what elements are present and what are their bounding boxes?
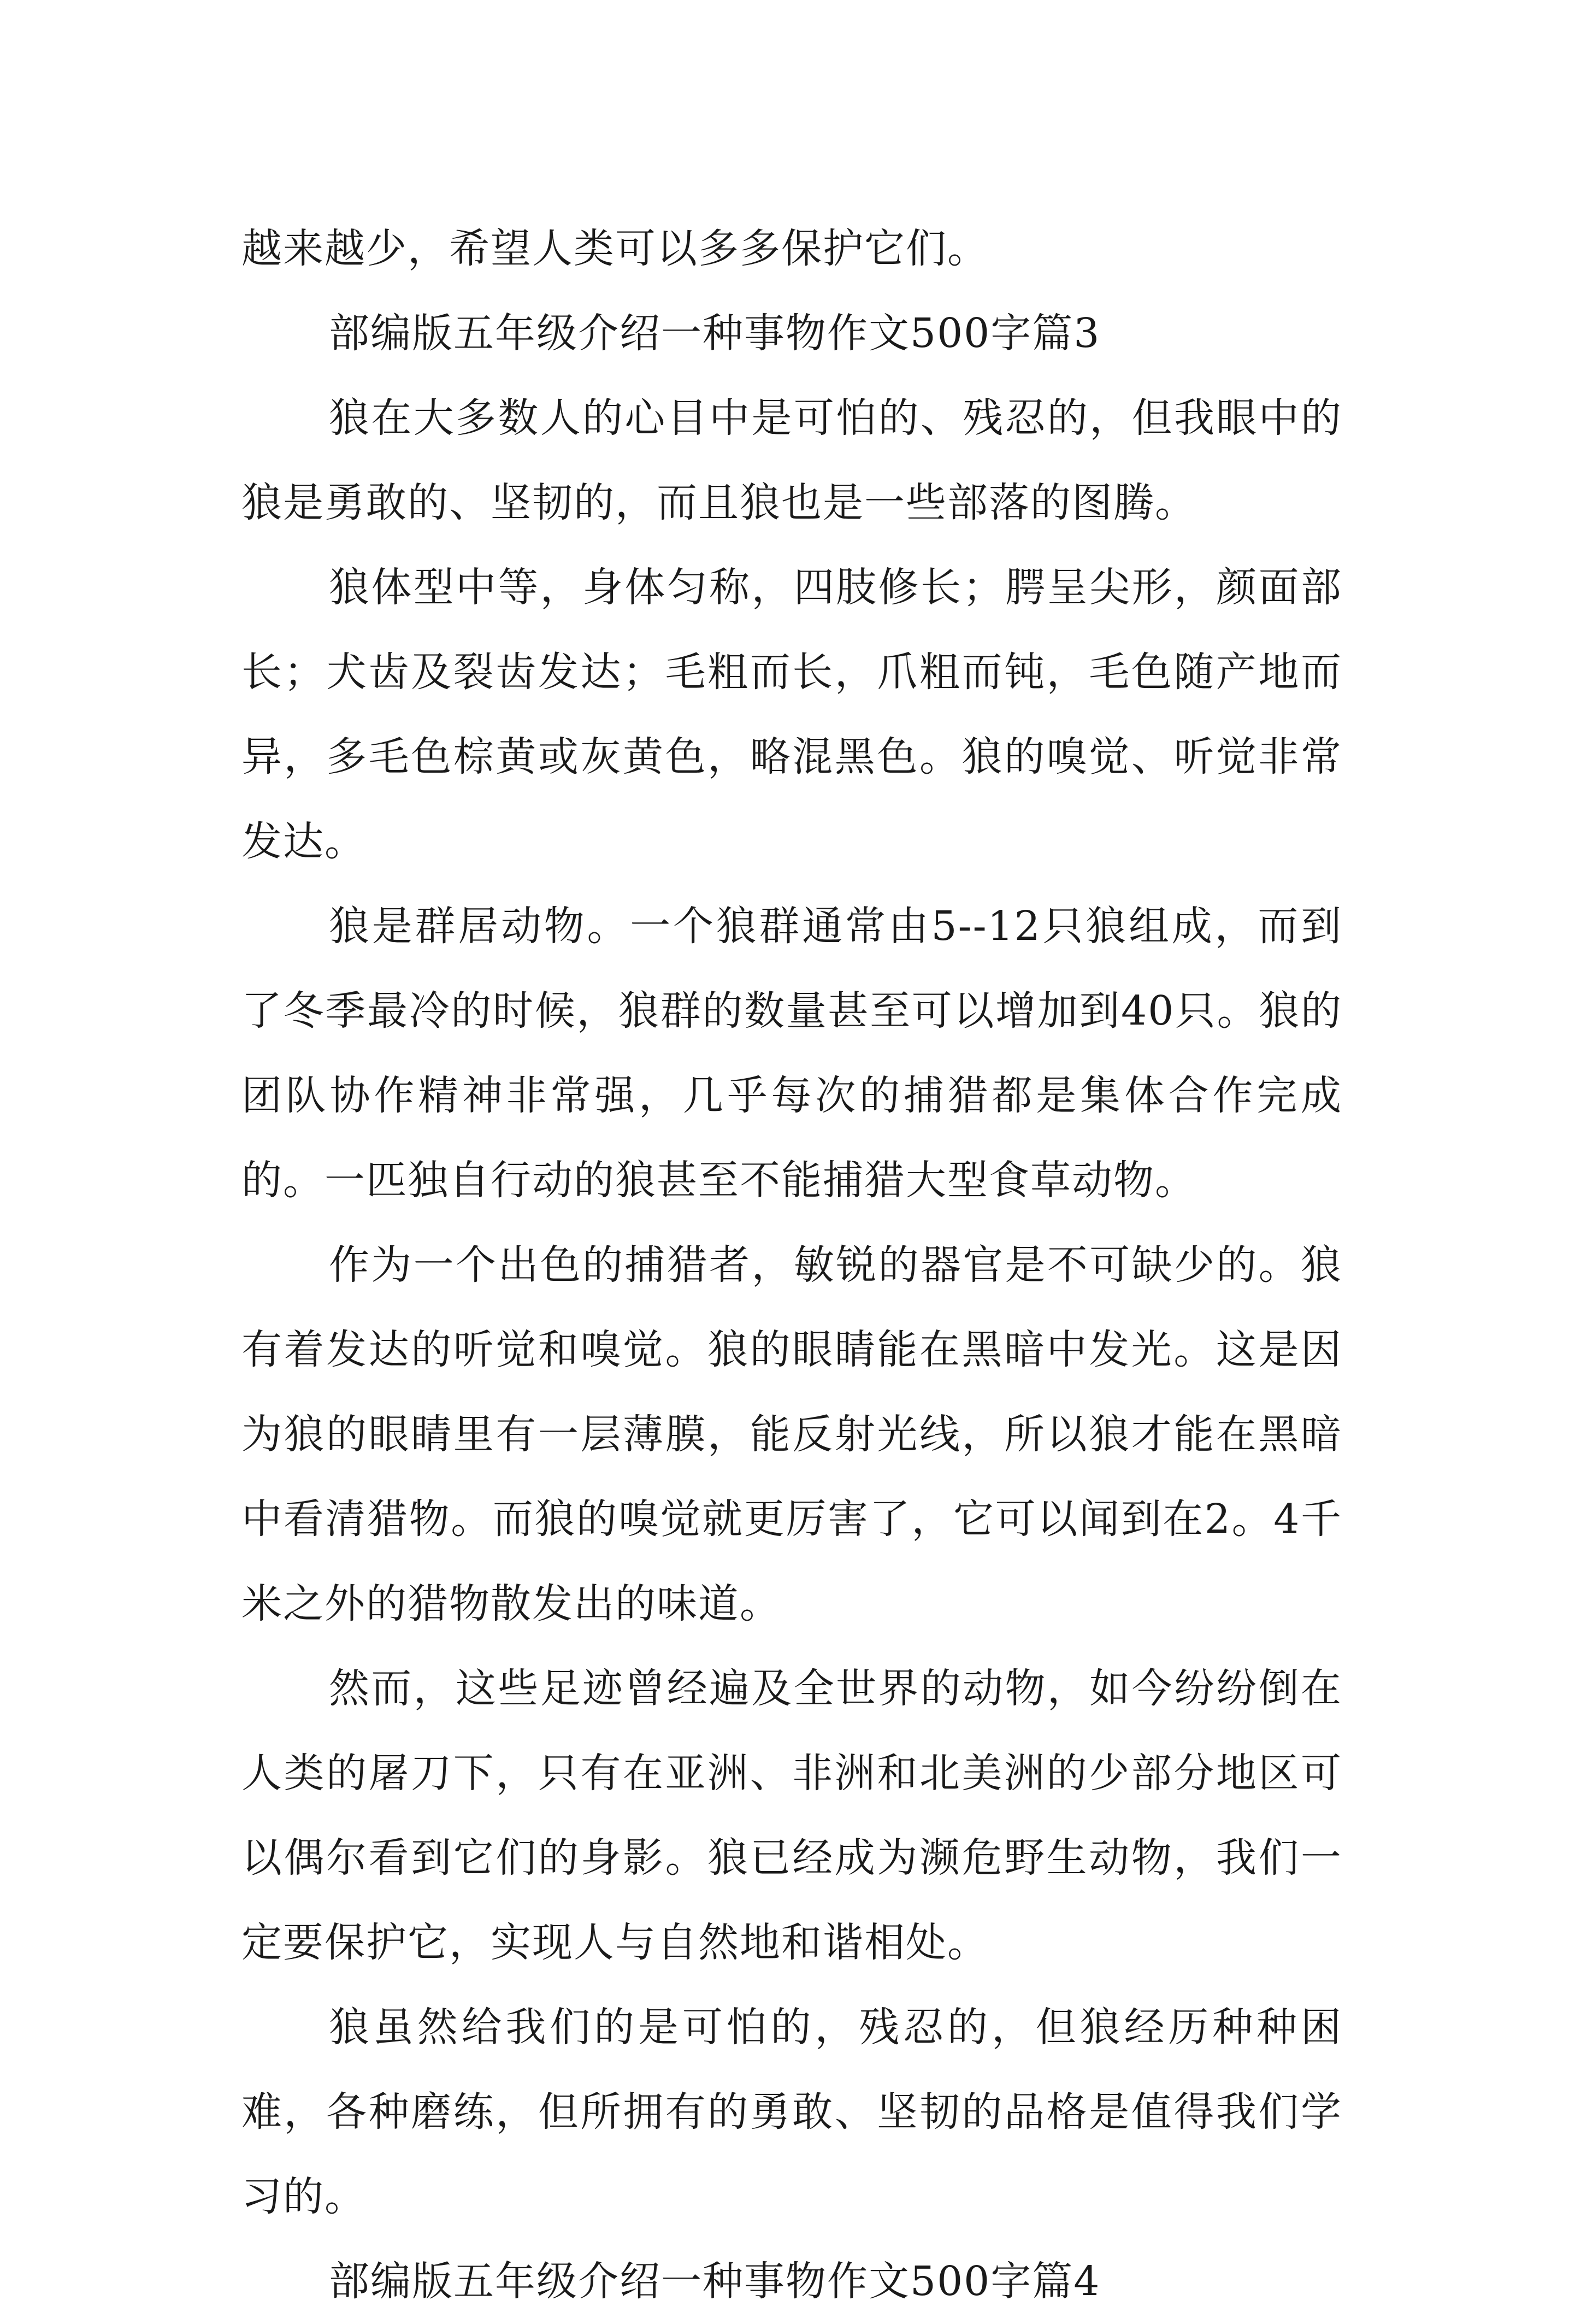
section-heading-4: 部编版五年级介绍一种事物作文500字篇4 (329, 2258, 1101, 2305)
section-heading-3: 部编版五年级介绍一种事物作文500字篇3 (329, 310, 1101, 357)
paragraph-appearance: 狼体型中等，身体匀称，四肢修长；腭呈尖形，颜面部长；犬齿及裂齿发达；毛粗而长，爪粗而钝，毛色随产地而异，多毛色棕黄或灰黄色，略混黑色。狼的嗅觉、听觉非常发达。 (241, 564, 1342, 865)
paragraph-continuation: 越来越少，希望人类可以多多保护它们。 (241, 225, 989, 272)
paragraph-conclusion: 狼虽然给我们的是可怕的，残忍的，但狼经历种种困难，各种磨练，但所拥有的勇敢、坚韧的品格是值得我们学习的。 (241, 2004, 1342, 2220)
paragraph-pack-behavior: 狼是群居动物。一个狼群通常由5--12只狼组成，而到了冬季最冷的时候，狼群的数量甚至可以增加到40只。狼的团队协作精神非常强，几乎每次的捕猎都是集体合作完成的。一匹独自行动的狼甚至不能捕猎大型食草动物。 (241, 903, 1342, 1204)
paragraph-senses: 作为一个出色的捕猎者，敏锐的器官是不可缺少的。狼有着发达的听觉和嗅觉。狼的眼睛能在黑暗中发光。这是因为狼的眼睛里有一层薄膜，能反射光线，所以狼才能在黑暗中看清猎物。而狼的嗅觉就更厉害了，它可以闻到在2。4千米之外的猎物散发出的味道。 (241, 1242, 1342, 1627)
paragraph-intro: 狼在大多数人的心目中是可怕的、残忍的，但我眼中的狼是勇敢的、坚韧的，而且狼也是一些部落的图腾。 (241, 395, 1342, 526)
document-body (241, 207, 1342, 2324)
paragraph-endangered: 然而，这些足迹曾经遍及全世界的动物，如今纷纷倒在人类的屠刀下，只有在亚洲、非洲和北美洲的少部分地区可以偶尔看到它们的身影。狼已经成为濒危野生动物，我们一定要保护它，实现人与自然地和谐相处。 (241, 1665, 1342, 1966)
